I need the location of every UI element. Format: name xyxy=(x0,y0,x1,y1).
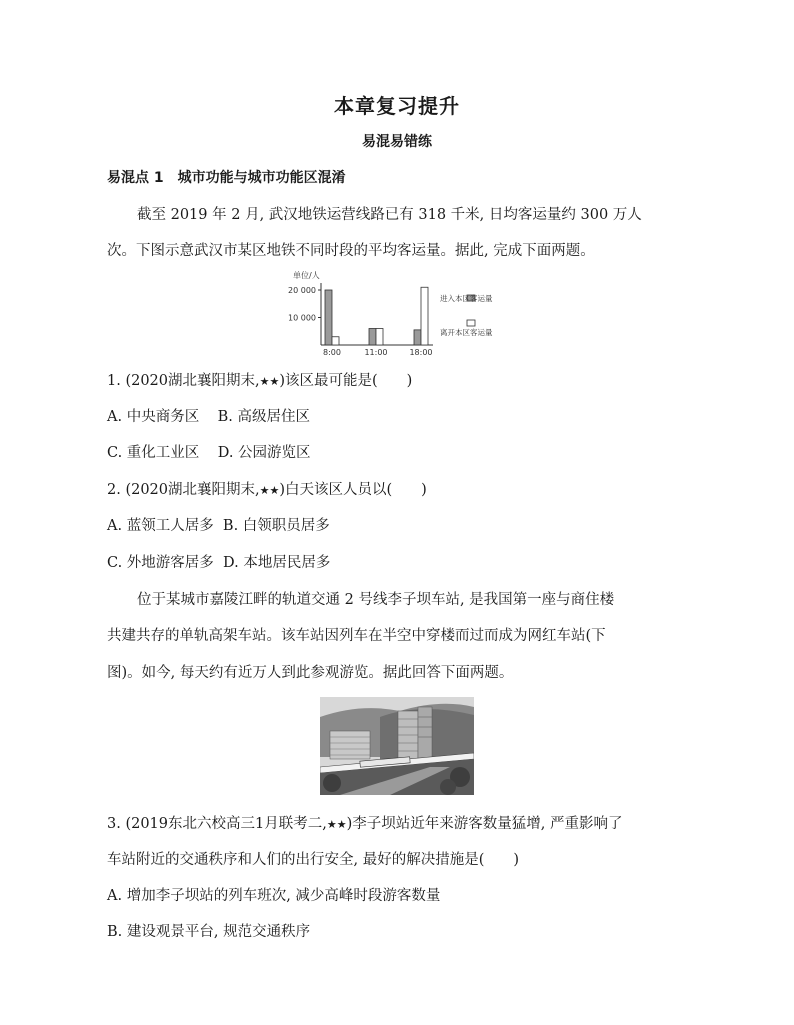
q2-option-c[interactable]: C. 外地游客居多 xyxy=(107,555,214,571)
section-heading xyxy=(107,167,346,187)
intro2-line3: 图)。如今, 每天约有近万人到此参观游览。据此回答下面两题。 xyxy=(107,665,514,681)
intro1-line2: 次。下图示意武汉市某区地铁不同时段的平均客运量。据此, 完成下面两题。 xyxy=(107,243,595,259)
passenger-volume-chart xyxy=(283,269,523,357)
q1-options-row1 xyxy=(107,405,310,426)
intro2-line1: 位于某城市嘉陵江畔的轨道交通 2 号线李子坝车站, 是我国第一座与商住楼 xyxy=(137,592,615,608)
q3-option-b[interactable]: B. 建设观景平台, 规范交通秩序 xyxy=(107,924,311,940)
q1-option-a[interactable]: A. 中央商务区 xyxy=(107,409,200,425)
chart-bar xyxy=(421,287,428,345)
q2-stem-source: 2. (2020湖北襄阳期末, xyxy=(107,482,260,498)
q1-stem-source: 1. (2020湖北襄阳期末, xyxy=(107,373,260,389)
q1-option-b[interactable]: B. 高级居住区 xyxy=(217,409,311,425)
section-label: 易混点 1 xyxy=(107,170,164,186)
intro2-line2: 共建共存的单轨高架车站。该车站因列车在半空中穿楼而过而成为网红车站(下 xyxy=(107,628,606,644)
q2-options-row2 xyxy=(107,551,330,572)
q3-stem-question: )李子坝站近年来游客数量猛增, 严重影响了 xyxy=(346,816,623,832)
chart-x-tick-label: 18:00 xyxy=(409,348,433,357)
page-subtitle: 易混易错练 xyxy=(362,134,432,150)
legend-label-in: 进入本区客运量 xyxy=(440,294,493,303)
q1-stem xyxy=(107,369,412,390)
q3-stem xyxy=(107,812,622,833)
section-text: 城市功能与城市功能区混淆 xyxy=(177,170,346,186)
q3-option-a[interactable]: A. 增加李子坝站的列车班次, 减少高峰时段游客数量 xyxy=(107,888,441,904)
q2-option-a[interactable]: A. 蓝领工人居多 xyxy=(107,518,214,534)
chart-x-tick-label: 8:00 xyxy=(323,348,341,357)
chart-x-tick-label: 11:00 xyxy=(364,348,388,357)
chart-bar xyxy=(376,329,383,346)
q2-stem xyxy=(107,478,427,499)
chart-y-axis-label: 单位/人 xyxy=(293,271,320,280)
legend-swatch-out xyxy=(467,320,475,326)
q1-options-row2 xyxy=(107,441,311,462)
chart-bar xyxy=(325,290,332,345)
q3-stem-line2: 车站附近的交通秩序和人们的出行安全, 最好的解决措施是( ) xyxy=(107,852,520,868)
q2-option-d[interactable]: D. 本地居民居多 xyxy=(223,555,331,571)
intro1-line1: 截至 2019 年 2 月, 武汉地铁运营线路已有 318 千米, 日均客运量约 300 万人 xyxy=(137,207,642,223)
q2-option-b[interactable]: B. 白领职员居多 xyxy=(222,518,330,534)
page-title: 本章复习提升 xyxy=(334,94,460,118)
chart-bar xyxy=(369,329,376,346)
chart-bar xyxy=(332,337,339,345)
q2-options-row1 xyxy=(107,514,330,535)
legend-label-out: 离开本区客运量 xyxy=(440,328,493,337)
station-photo xyxy=(320,697,474,795)
q1-option-c[interactable]: C. 重化工业区 xyxy=(107,445,200,461)
chart-y-tick-label: 20 000 xyxy=(288,286,316,295)
difficulty-stars-icon: ★★ xyxy=(259,375,280,388)
q1-stem-question: )该区最可能是( ) xyxy=(279,373,413,389)
difficulty-stars-icon: ★★ xyxy=(259,484,280,497)
q1-option-d[interactable]: D. 公园游览区 xyxy=(217,445,311,461)
chart-bar xyxy=(414,330,421,345)
difficulty-stars-icon: ★★ xyxy=(326,818,347,831)
q2-stem-question: )白天该区人员以( ) xyxy=(279,482,427,498)
chart-y-tick-label: 10 000 xyxy=(288,313,316,323)
q3-stem-source: 3. (2019东北六校高三1月联考二, xyxy=(107,816,327,832)
